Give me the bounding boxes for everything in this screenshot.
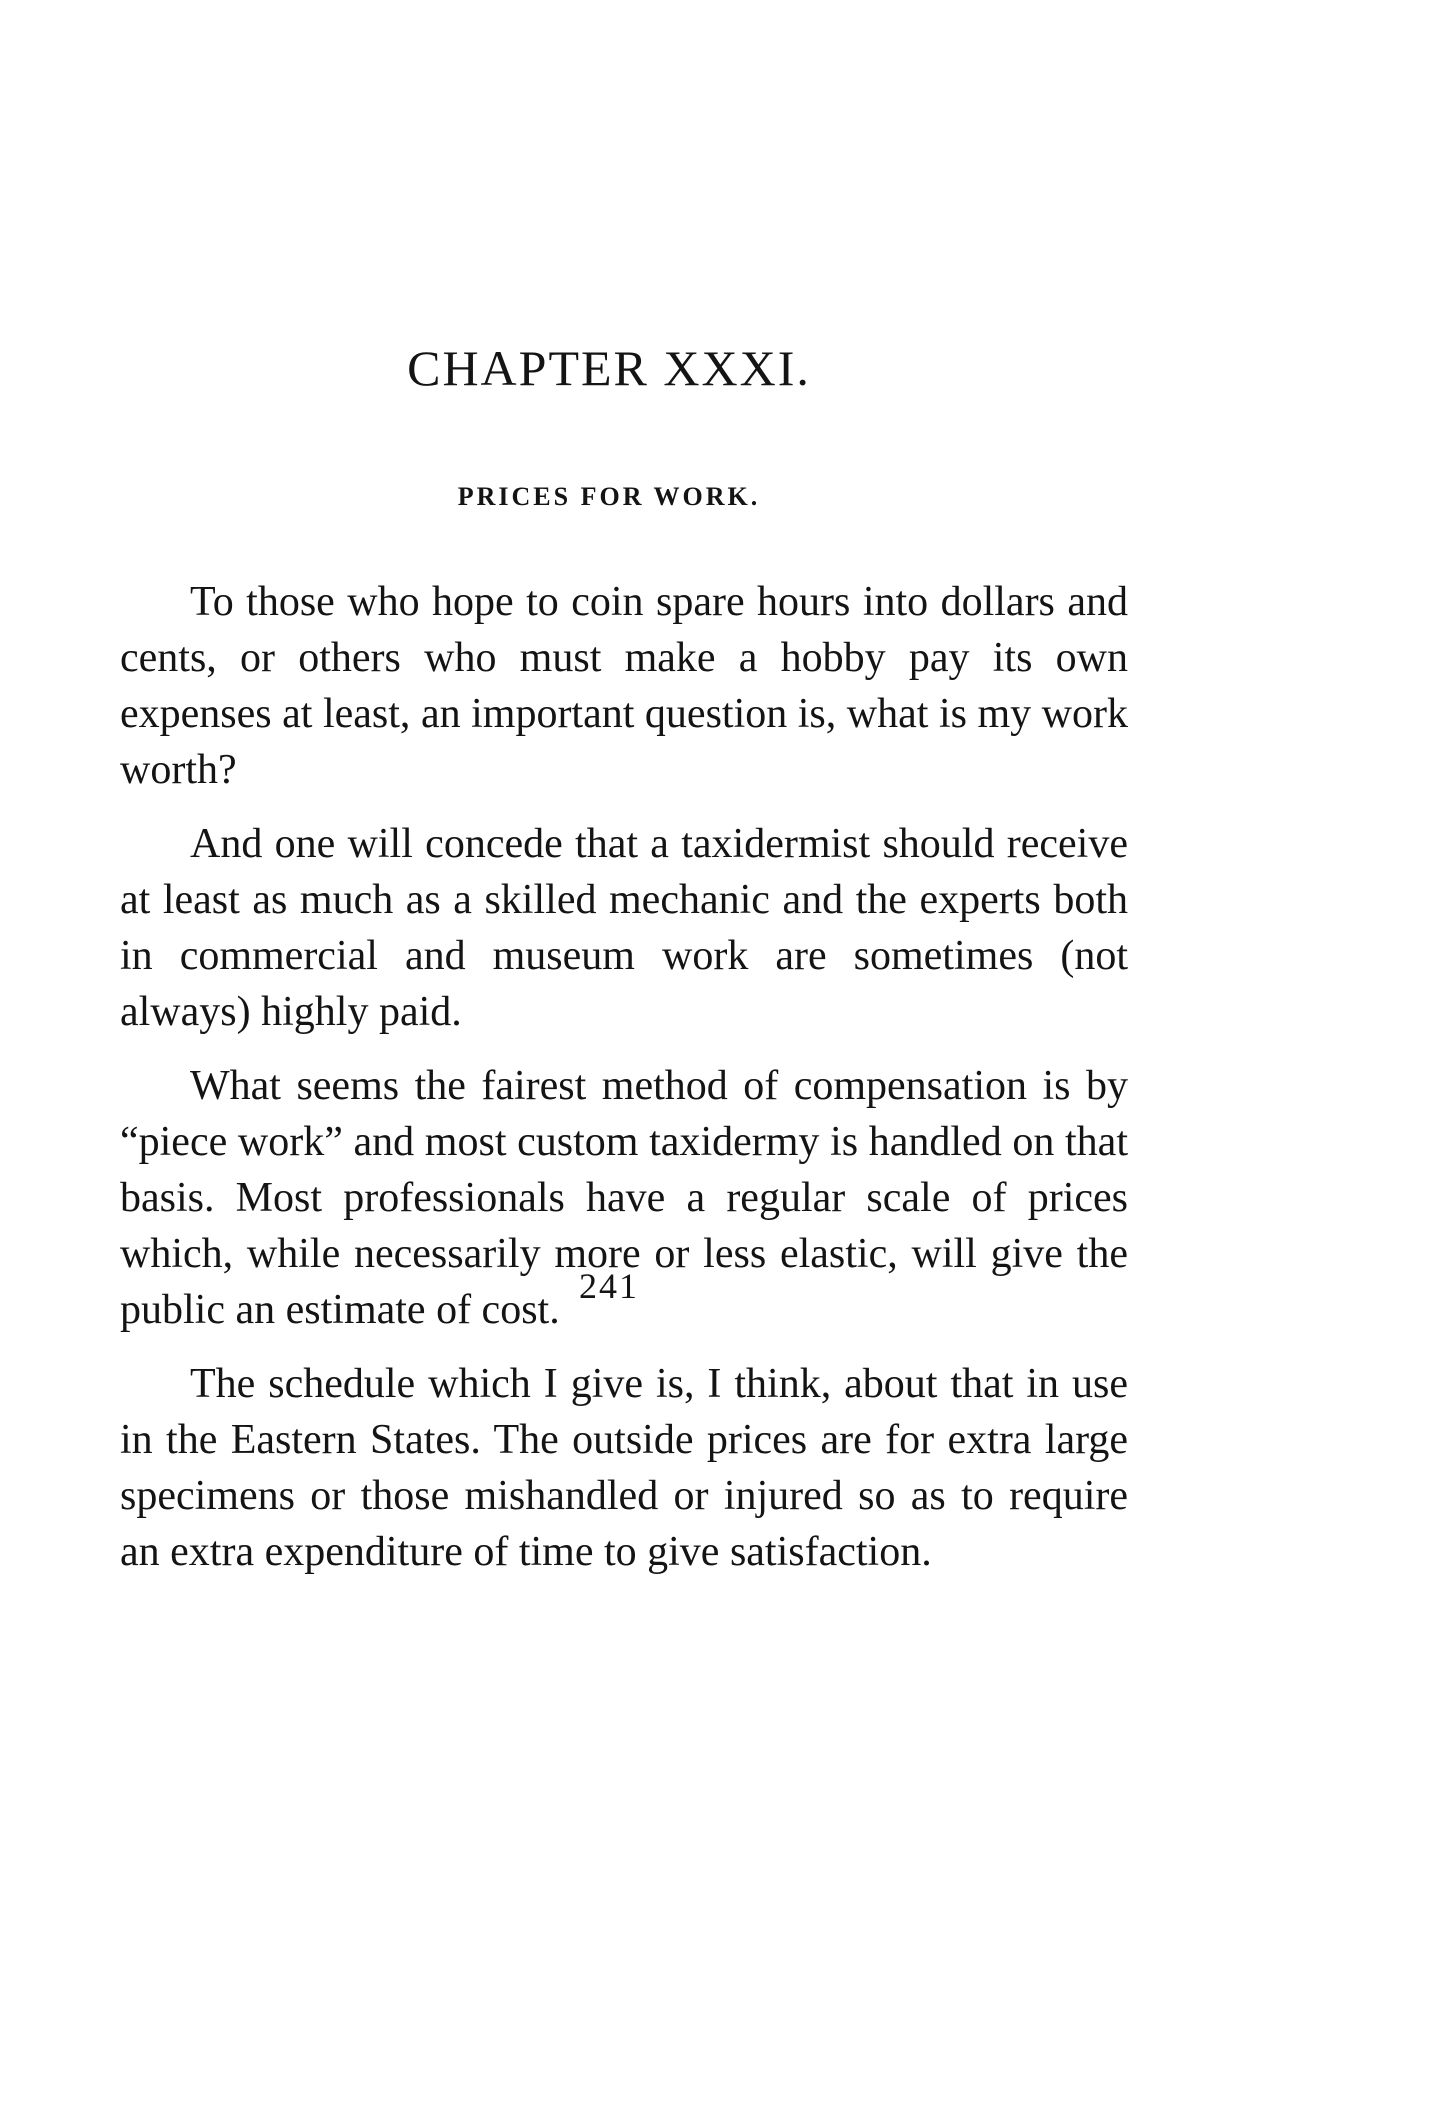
chapter-title: CHAPTER XXXI. (407, 340, 811, 396)
paragraph: The schedule which I give is, I think, about that in use in the Eastern States. The outside prices are for extra large specimens or those mishandled or injured so as to require an extra expenditure of time to give satisfaction. (120, 1361, 1128, 1575)
chapter-subtitle: PRICES FOR WORK. (457, 482, 761, 511)
paragraph: What seems the fairest method of compensation is by “piece work” and most custom taxidermy is handled on that basis. Most professionals have a regular scale of prices which, while necessarily more or less elastic, will give the public an estimate of cost. (120, 1063, 1128, 1333)
paragraph: And one will concede that a taxidermist should receive at least as much as a skilled mechanic and the experts both in commercial and museum work are sometimes (not always) highly paid. (120, 821, 1128, 1035)
paragraph: To those who hope to coin spare hours into dollars and cents, or others who must make a hobby pay its own expenses at least, an important question is, what is my work worth? (120, 579, 1128, 793)
page-number: 241 (579, 1266, 639, 1306)
chapter-body (120, 574, 1128, 1598)
